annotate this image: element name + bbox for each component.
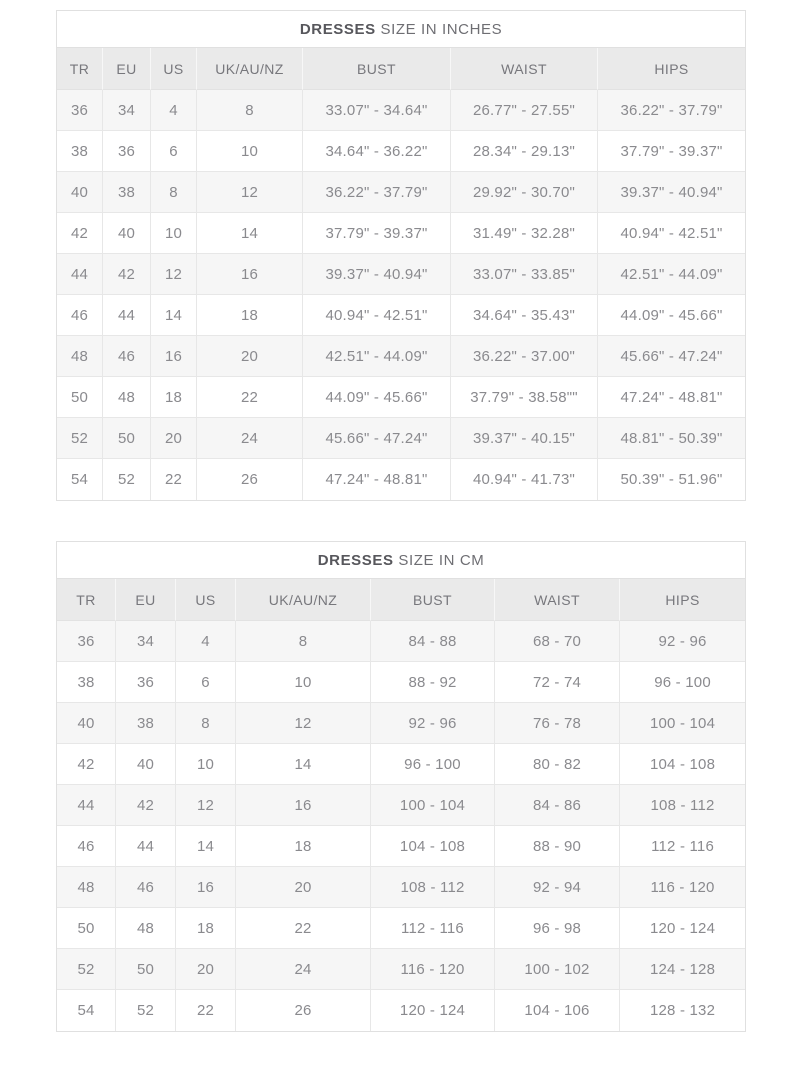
table-cell: 18: [151, 377, 197, 418]
table-row: [57, 213, 745, 254]
table-cell: 47.24" - 48.81": [598, 377, 745, 418]
size-table-inches: [56, 10, 746, 501]
table-cell: 40: [57, 172, 103, 213]
table-row: [57, 949, 745, 990]
table-cell: 108 - 112: [620, 785, 745, 826]
table-cell: 8: [197, 90, 303, 131]
table-cell: 36.22" - 37.79": [303, 172, 451, 213]
table-row: [57, 662, 745, 703]
table-cell: 72 - 74: [495, 662, 620, 703]
column-header-us: US: [151, 48, 197, 90]
column-header-us: US: [176, 579, 236, 621]
table-cell: 52: [116, 990, 176, 1031]
table-cell: 88 - 90: [495, 826, 620, 867]
table-cell: 12: [236, 703, 371, 744]
dresses-size-inches-table: [56, 10, 744, 501]
table-cell: 45.66" - 47.24": [598, 336, 745, 377]
table-cell: 10: [236, 662, 371, 703]
table-cell: 40: [57, 703, 116, 744]
column-header-row: [57, 579, 745, 621]
column-header-hips: HIPS: [620, 579, 745, 621]
column-header-tr: TR: [57, 579, 116, 621]
table-cell: 120 - 124: [371, 990, 495, 1031]
table-row: [57, 785, 745, 826]
table-cell: 112 - 116: [620, 826, 745, 867]
table-row: [57, 295, 745, 336]
table-cell: 46: [116, 867, 176, 908]
table-cell: 38: [116, 703, 176, 744]
table-row: [57, 621, 745, 662]
table-cell: 80 - 82: [495, 744, 620, 785]
table-title-rest: SIZE IN CM: [393, 551, 485, 569]
column-header-eu: EU: [116, 579, 176, 621]
column-header-bust: BUST: [303, 48, 451, 90]
table-row: [57, 459, 745, 500]
table-cell: 8: [176, 703, 236, 744]
table-cell: 42.51" - 44.09": [598, 254, 745, 295]
table-cell: 100 - 104: [620, 703, 745, 744]
table-cell: 76 - 78: [495, 703, 620, 744]
table-cell: 84 - 88: [371, 621, 495, 662]
column-header-tr: TR: [57, 48, 103, 90]
table-cell: 54: [57, 990, 116, 1031]
table-cell: 104 - 108: [371, 826, 495, 867]
table-cell: 44: [57, 254, 103, 295]
column-header-hips: HIPS: [598, 48, 745, 90]
table-cell: 100 - 102: [495, 949, 620, 990]
table-cell: 24: [197, 418, 303, 459]
table-cell: 16: [197, 254, 303, 295]
table-cell: 50.39" - 51.96": [598, 459, 745, 500]
table-cell: 44.09" - 45.66": [303, 377, 451, 418]
table-cell: 36.22" - 37.00": [451, 336, 598, 377]
table-cell: 37.79" - 39.37": [598, 131, 745, 172]
table-cell: 40.94" - 42.51": [598, 213, 745, 254]
table-cell: 33.07" - 34.64": [303, 90, 451, 131]
table-cell: 100 - 104: [371, 785, 495, 826]
table-cell: 14: [151, 295, 197, 336]
table-cell: 112 - 116: [371, 908, 495, 949]
table-row: [57, 744, 745, 785]
column-header-waist: WAIST: [495, 579, 620, 621]
table-cell: 50: [57, 908, 116, 949]
table-cell: 33.07" - 33.85": [451, 254, 598, 295]
table-cell: 34.64" - 36.22": [303, 131, 451, 172]
table-cell: 45.66" - 47.24": [303, 418, 451, 459]
table-cell: 124 - 128: [620, 949, 745, 990]
table-cell: 108 - 112: [371, 867, 495, 908]
table-row: [57, 867, 745, 908]
table-cell: 12: [176, 785, 236, 826]
table-cell: 38: [57, 662, 116, 703]
table-cell: 37.79" - 39.37": [303, 213, 451, 254]
table-cell: 20: [236, 867, 371, 908]
table-row: [57, 131, 745, 172]
table-cell: 38: [57, 131, 103, 172]
table-title: [57, 542, 745, 579]
table-cell: 38: [103, 172, 151, 213]
table-row: [57, 703, 745, 744]
table-cell: 104 - 106: [495, 990, 620, 1031]
table-cell: 50: [57, 377, 103, 418]
table-row: [57, 254, 745, 295]
table-cell: 84 - 86: [495, 785, 620, 826]
table-cell: 42: [57, 213, 103, 254]
table-cell: 120 - 124: [620, 908, 745, 949]
table-cell: 47.24" - 48.81": [303, 459, 451, 500]
table-cell: 48: [57, 336, 103, 377]
table-cell: 6: [151, 131, 197, 172]
table-cell: 34.64" - 35.43": [451, 295, 598, 336]
table-cell: 24: [236, 949, 371, 990]
table-row: [57, 336, 745, 377]
table-cell: 48: [103, 377, 151, 418]
table-cell: 48: [116, 908, 176, 949]
table-cell: 52: [57, 949, 116, 990]
size-table-cm: [56, 541, 746, 1032]
table-cell: 44: [57, 785, 116, 826]
table-cell: 6: [176, 662, 236, 703]
table-cell: 20: [197, 336, 303, 377]
column-header-waist: WAIST: [451, 48, 598, 90]
table-body: [57, 90, 745, 500]
table-cell: 92 - 96: [620, 621, 745, 662]
table-cell: 28.34" - 29.13": [451, 131, 598, 172]
table-cell: 54: [57, 459, 103, 500]
table-row: [57, 418, 745, 459]
table-cell: 68 - 70: [495, 621, 620, 662]
column-header-row: [57, 48, 745, 90]
table-cell: 10: [176, 744, 236, 785]
table-cell: 22: [236, 908, 371, 949]
table-cell: 48.81" - 50.39": [598, 418, 745, 459]
table-cell: 10: [151, 213, 197, 254]
table-cell: 40: [103, 213, 151, 254]
table-cell: 128 - 132: [620, 990, 745, 1031]
table-cell: 26: [197, 459, 303, 500]
table-cell: 14: [236, 744, 371, 785]
table-cell: 36: [57, 621, 116, 662]
table-cell: 22: [176, 990, 236, 1031]
table-cell: 29.92" - 30.70": [451, 172, 598, 213]
column-header-bust: BUST: [371, 579, 495, 621]
table-cell: 20: [176, 949, 236, 990]
table-cell: 92 - 96: [371, 703, 495, 744]
table-cell: 16: [151, 336, 197, 377]
table-row: [57, 990, 745, 1031]
table-title-rest: SIZE IN INCHES: [375, 20, 503, 38]
table-cell: 96 - 100: [371, 744, 495, 785]
table-cell: 39.37" - 40.94": [598, 172, 745, 213]
table-cell: 18: [176, 908, 236, 949]
table-row: [57, 172, 745, 213]
table-row: [57, 377, 745, 418]
table-cell: 96 - 98: [495, 908, 620, 949]
table-cell: 40.94" - 41.73": [451, 459, 598, 500]
table-cell: 40: [116, 744, 176, 785]
table-cell: 26: [236, 990, 371, 1031]
table-cell: 18: [236, 826, 371, 867]
table-cell: 36: [116, 662, 176, 703]
table-cell: 50: [116, 949, 176, 990]
table-cell: 36: [57, 90, 103, 131]
table-title-bold: DRESSES: [299, 20, 376, 38]
table-cell: 46: [57, 826, 116, 867]
table-cell: 104 - 108: [620, 744, 745, 785]
table-cell: 42: [57, 744, 116, 785]
table-cell: 96 - 100: [620, 662, 745, 703]
table-cell: 50: [103, 418, 151, 459]
table-cell: 37.79" - 38.58"": [451, 377, 598, 418]
table-cell: 44.09" - 45.66": [598, 295, 745, 336]
table-cell: 42.51" - 44.09": [303, 336, 451, 377]
column-header-eu: EU: [103, 48, 151, 90]
table-cell: 18: [197, 295, 303, 336]
table-cell: 4: [176, 621, 236, 662]
table-cell: 10: [197, 131, 303, 172]
table-cell: 42: [116, 785, 176, 826]
table-cell: 4: [151, 90, 197, 131]
table-title-row: [57, 542, 745, 579]
table-cell: 36: [103, 131, 151, 172]
table-row: [57, 908, 745, 949]
table-cell: 22: [151, 459, 197, 500]
table-cell: 16: [236, 785, 371, 826]
table-cell: 46: [57, 295, 103, 336]
table-cell: 22: [197, 377, 303, 418]
table-cell: 36.22" - 37.79": [598, 90, 745, 131]
table-cell: 88 - 92: [371, 662, 495, 703]
table-cell: 39.37" - 40.94": [303, 254, 451, 295]
table-cell: 52: [57, 418, 103, 459]
table-cell: 12: [197, 172, 303, 213]
table-cell: 44: [103, 295, 151, 336]
table-cell: 116 - 120: [620, 867, 745, 908]
table-cell: 39.37" - 40.15": [451, 418, 598, 459]
table-title-row: [57, 11, 745, 48]
table-cell: 14: [176, 826, 236, 867]
table-row: [57, 90, 745, 131]
table-title: [57, 11, 745, 48]
table-cell: 92 - 94: [495, 867, 620, 908]
column-header-uk-au-nz: UK/AU/NZ: [236, 579, 371, 621]
table-cell: 16: [176, 867, 236, 908]
table-cell: 34: [116, 621, 176, 662]
table-cell: 8: [236, 621, 371, 662]
table-cell: 14: [197, 213, 303, 254]
table-cell: 34: [103, 90, 151, 131]
column-header-uk-au-nz: UK/AU/NZ: [197, 48, 303, 90]
table-cell: 31.49" - 32.28": [451, 213, 598, 254]
table-cell: 48: [57, 867, 116, 908]
table-cell: 116 - 120: [371, 949, 495, 990]
table-cell: 12: [151, 254, 197, 295]
table-cell: 26.77" - 27.55": [451, 90, 598, 131]
table-body: [57, 621, 745, 1031]
table-cell: 8: [151, 172, 197, 213]
table-cell: 52: [103, 459, 151, 500]
dresses-size-cm-table: [56, 541, 744, 1032]
table-cell: 46: [103, 336, 151, 377]
table-cell: 42: [103, 254, 151, 295]
table-row: [57, 826, 745, 867]
table-title-bold: DRESSES: [317, 551, 394, 569]
table-cell: 44: [116, 826, 176, 867]
table-cell: 40.94" - 42.51": [303, 295, 451, 336]
table-cell: 20: [151, 418, 197, 459]
